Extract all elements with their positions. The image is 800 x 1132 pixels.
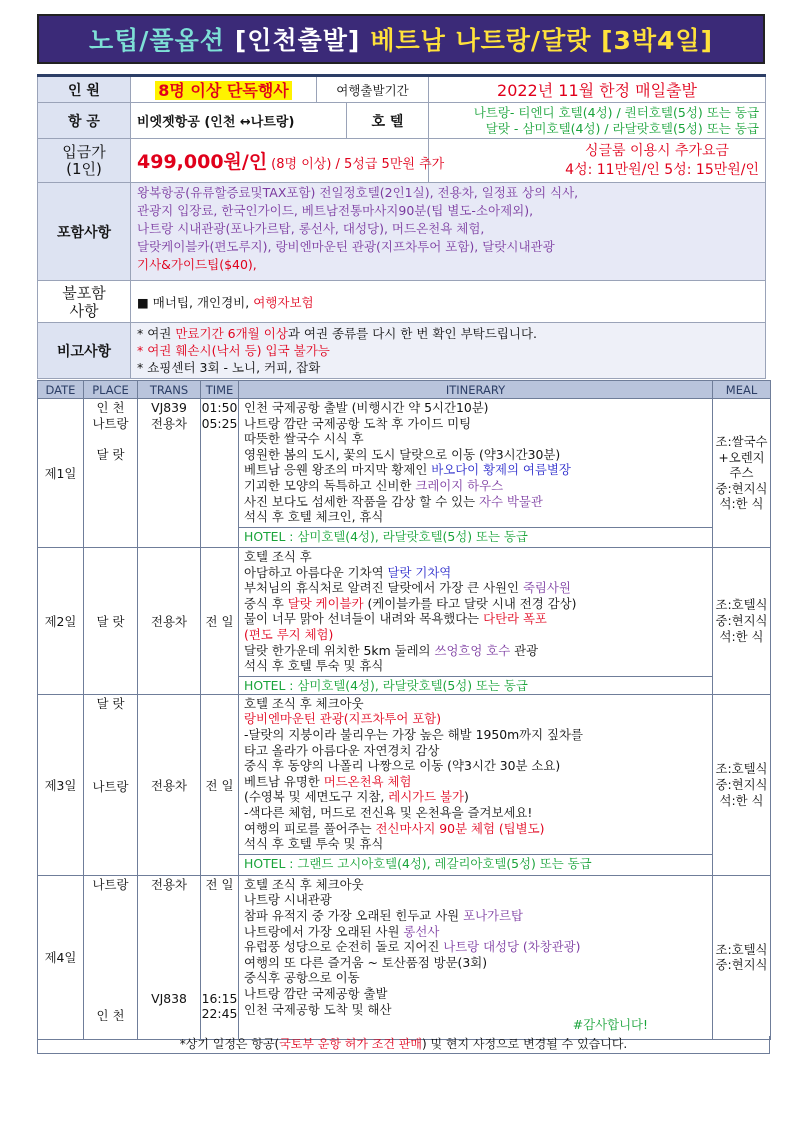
day4-line-6: 여행의 또 다른 즐거움 ~ 토산품점 방문(3회) xyxy=(244,954,488,970)
day3-line-7: (수영복 및 세면도구 지참, 레시가드 불가) xyxy=(244,789,469,805)
itinerary-header xyxy=(38,381,771,399)
info-row-exclude xyxy=(38,281,766,323)
day4-place-bottom: 인 천 xyxy=(96,1007,125,1023)
day4-time-top: 전 일 xyxy=(205,876,234,892)
day4-line-4: 나트랑에서 가장 오래된 사원 롱선사 xyxy=(244,923,440,939)
period-value: 2022년 11월 한정 매일출발 xyxy=(429,76,766,103)
include-tip: 기사&가이드팁($40), xyxy=(137,257,257,272)
remark-label: 비고사항 xyxy=(38,323,131,379)
day4-meal-breakfast: 조:호텔식 xyxy=(715,941,768,957)
members-label: 인 원 xyxy=(38,76,131,103)
include-line-2: 관광지 입장료, 한국인가이드, 베트남전통마사지90분(팁 별도-소아제외), xyxy=(137,203,534,218)
day3-line-8: -색다른 체험, 머드로 전신욕 및 온천욕을 즐겨보세요! xyxy=(244,804,533,820)
day1-meal-lunch: 중:현지식 xyxy=(715,480,768,496)
day4-thanks: #감사합니다! xyxy=(572,1017,648,1033)
day4-line-1: 호텔 조식 후 체크아웃 xyxy=(244,876,364,892)
price-value: 499,000원/인 xyxy=(137,151,268,173)
day1-date: 제1일 xyxy=(38,399,84,548)
header-place: PLACE xyxy=(84,381,138,399)
day4-line-8: 나트랑 깜란 국제공항 출발 xyxy=(244,985,388,1001)
header-itinerary: ITINERARY xyxy=(239,381,713,399)
day1-vehicle: 전용차 xyxy=(151,415,187,431)
day1-line-2: 나트랑 깜란 국제공항 도착 후 가이드 미팅 xyxy=(244,415,472,431)
banner-destination: 베트남 나트랑/달랏 [3박4일] xyxy=(370,26,714,55)
hotel-line-nhatrang: 나트랑- 티엔디 호텔(4성) / 퀀터호텔(5성) 또는 동급 xyxy=(473,104,760,120)
day4-meal-lunch: 중:현지식 xyxy=(715,957,768,973)
day2-line-3: 부처님의 휴식처로 알려진 달랏에서 가장 큰 사원인 죽림사원 xyxy=(244,580,571,596)
day4-time-arrive: 22:45 xyxy=(201,1006,238,1022)
day2-trans: 전용차 xyxy=(138,548,201,695)
day4-line-3: 참파 유적지 중 가장 오래된 힌두교 사원 포나가르탑 xyxy=(244,907,523,923)
day1-line-4: 영원한 봄의 도시, 꽃의 도시 달랏으로 이동 (약3시간30분) xyxy=(244,446,561,462)
info-row-air xyxy=(38,103,766,139)
day1-line-1: 인천 국제공항 출발 (비행시간 약 5시간10분) xyxy=(244,400,489,415)
day3-line-3: -달랏의 지붕이라 불리우는 가장 높은 해발 1950m까지 짚차를 xyxy=(244,726,583,742)
hotel-label: 호 텔 xyxy=(347,103,429,139)
day2-line-5: 물이 너무 맑아 선녀들이 내려와 목욕했다는 다탄라 폭포 xyxy=(244,611,547,627)
info-row-price xyxy=(38,139,766,183)
day3-line-6: 베트남 유명한 머드온천욕 체험 xyxy=(244,773,412,789)
day1-place-3: 달 랏 xyxy=(96,446,125,462)
day3-line-2: 랑비엔마운틴 관광(지프차투어 포함) xyxy=(244,711,442,727)
day2-time: 전 일 xyxy=(201,548,239,695)
day3-meal-dinner: 석:한 식 xyxy=(719,792,764,808)
exclude-label-sub: 사항 xyxy=(69,301,99,320)
day2-line-1: 호텔 조식 후 xyxy=(244,549,312,564)
day3-line-10: 석식 후 호텔 투숙 및 휴식 xyxy=(244,836,384,852)
itinerary-day-2 xyxy=(38,548,771,695)
single-room-price: 4성: 11만원/인 5성: 15만원/인 xyxy=(565,161,760,178)
day4-place-top: 나트랑 xyxy=(92,876,129,892)
exclude-label: 불포함 xyxy=(62,283,106,302)
day1-line-7: 사진 보다도 섬세한 작품을 감상 할 수 있는 자수 박물관 xyxy=(244,493,543,509)
day3-line-4: 타고 올라가 아름다운 자연경치 감상 xyxy=(244,742,440,758)
remark-shopping: * 쇼핑센터 3회 - 노니, 커피, 잡화 xyxy=(137,360,321,375)
day2-line-6: (편도 루지 체험) xyxy=(244,626,334,642)
exclude-insurance: 여행자보험 xyxy=(253,294,314,310)
day2-line-8: 석식 후 호텔 투숙 및 휴식 xyxy=(244,658,384,674)
hotel-line-dalat: 달랏 - 삼미호텔(4성) / 라달랏호텔(5성) 또는 동급 xyxy=(485,120,760,136)
day3-line-9: 여행의 피로를 풀어주는 전신마사지 90분 체험 (팁별도) xyxy=(244,820,545,836)
day4-time-depart: 16:15 xyxy=(201,990,238,1006)
title-banner xyxy=(37,14,765,64)
day3-line-5: 중식 후 동양의 나폴리 나짱으로 이동 (약3시간 30분 소요) xyxy=(244,758,561,774)
exclude-text: ■ 매너팁, 개인경비, xyxy=(137,294,250,310)
day3-place-2: 나트랑 xyxy=(92,778,129,794)
header-time: TIME xyxy=(201,381,239,399)
day4-line-5: 유럽풍 성당으로 순전히 돌로 지어진 나트랑 대성당 (차창관광) xyxy=(244,939,581,955)
day2-meal-breakfast: 조:호텔식 xyxy=(715,597,768,613)
day1-time-1: 01:50 xyxy=(201,400,238,415)
day1-line-8: 석식 후 호텔 체크인, 휴식 xyxy=(244,509,384,525)
day4-flight: VJ838 xyxy=(151,990,187,1006)
day3-line-1: 호텔 조식 후 체크아웃 xyxy=(244,695,364,711)
day3-trans: 전용차 xyxy=(138,694,201,875)
air-value: 비엣젯항공 (인천 ↔나트랑) xyxy=(131,103,347,139)
include-line-3: 나트랑 시내관광(포나가르탑, 롱선사, 대성당), 머드온천욕 체험, xyxy=(137,221,485,236)
banner-tag: 노팁/풀옵션 xyxy=(88,26,225,55)
day3-meal-lunch: 중:현지식 xyxy=(715,776,768,792)
day4-line-7: 중식후 공항으로 이동 xyxy=(244,970,360,986)
info-row-include xyxy=(38,183,766,281)
day2-date: 제2일 xyxy=(38,548,84,695)
day1-line-5: 베트남 응웬 왕조의 마지막 황제인 바오다이 황제의 여름별장 xyxy=(244,462,571,478)
day3-time: 전 일 xyxy=(201,694,239,875)
day4-trans-top: 전용차 xyxy=(151,876,187,892)
day3-hotel: HOTEL : 그랜드 고시아호텔(4성), 레갈리아호텔(5성) 또는 동급 xyxy=(239,854,712,872)
itinerary-table xyxy=(37,380,771,1040)
day1-hotel: HOTEL : 삼미호텔(4성), 라달랏호텔(5성) 또는 동급 xyxy=(239,527,712,545)
remark-passport: * 여권 만료기간 6개월 이상과 여권 종류를 다시 한 번 확인 부탁드립니다. xyxy=(137,326,537,341)
day1-meal-dinner: 석:한 식 xyxy=(719,496,764,512)
day2-meal-lunch: 중:현지식 xyxy=(715,613,768,629)
day1-place-1: 인 천 xyxy=(96,400,125,415)
header-meal: MEAL xyxy=(713,381,771,399)
day2-place: 달 랏 xyxy=(84,548,138,695)
day4-line-9: 인천 국제공항 도착 및 해산 xyxy=(244,1001,392,1017)
itinerary-day-4 xyxy=(38,875,771,1039)
day2-line-7: 달랏 한가운데 위치한 5km 둘레의 쓰엉흐엉 호수 관광 xyxy=(244,642,539,658)
day2-meal-dinner: 석:한 식 xyxy=(719,628,764,644)
info-row-members xyxy=(38,76,766,103)
members-value: 8명 이상 단독행사 xyxy=(155,81,291,100)
price-label-sub: (1인) xyxy=(66,159,102,178)
day1-meal-extra: +오렌지주스 xyxy=(718,449,765,481)
day1-line-6: 기괴한 모양의 독특하고 신비한 크레이지 하우스 xyxy=(244,477,504,493)
day4-date: 제4일 xyxy=(38,875,84,1039)
header-date: DATE xyxy=(38,381,84,399)
include-line-4: 달랏케이블카(편도루지), 랑비엔마운틴 관광(지프차투어 포함), 달랏시내관광 xyxy=(137,239,555,254)
day1-meal-breakfast: 조:쌀국수 xyxy=(715,434,768,450)
info-row-remark xyxy=(38,323,766,379)
day2-line-4: 중식 후 달랏 케이블카 (케이블카를 타고 달랏 시내 전경 감상) xyxy=(244,595,577,611)
day2-line-2: 아담하고 아름다운 기차역 달랏 기차역 xyxy=(244,564,452,580)
remark-damaged-passport: * 여권 훼손시(낙서 등) 입국 불가능 xyxy=(137,343,330,358)
day4-line-2: 나트랑 시내관광 xyxy=(244,892,332,908)
period-label: 여행출발기간 xyxy=(317,76,429,103)
day1-line-3: 따뜻한 쌀국수 시식 후 xyxy=(244,431,364,447)
price-note: (8명 이상) / 5성급 5만원 추가 xyxy=(271,157,445,172)
banner-departure: [인천출발] xyxy=(234,26,361,55)
include-label: 포함사항 xyxy=(38,183,131,281)
day2-hotel: HOTEL : 삼미호텔(4성), 라달랏호텔(5성) 또는 동급 xyxy=(239,676,712,694)
day3-date: 제3일 xyxy=(38,694,84,875)
day1-time-2: 05:25 xyxy=(201,415,238,431)
itinerary-day-3 xyxy=(38,694,771,875)
single-room-title: 싱글룸 이용시 추가요금 xyxy=(584,142,730,159)
footnote-highlight: 국토부 운항 허가 조건 판매 xyxy=(279,1037,422,1051)
day3-meal-breakfast: 조:호텔식 xyxy=(715,761,768,777)
itinerary-day-1 xyxy=(38,399,771,548)
info-table xyxy=(37,74,766,379)
footnote: *상기 일정은 항공(국토부 운항 허가 조건 판매) 및 현지 사정으로 변경될 수 있습니다. xyxy=(37,1036,770,1054)
air-label: 항 공 xyxy=(38,103,131,139)
include-line-1: 왕복항공(유류할증료및TAX포함) 전일정호텔(2인1실), 전용차, 일정표 상의 식사, xyxy=(137,185,579,200)
price-label: 입금가 xyxy=(62,142,106,161)
day1-flight: VJ839 xyxy=(151,400,187,415)
header-trans: TRANS xyxy=(138,381,201,399)
day1-place-2: 나트랑 xyxy=(92,415,129,431)
day3-place-1: 달 랏 xyxy=(96,695,125,711)
